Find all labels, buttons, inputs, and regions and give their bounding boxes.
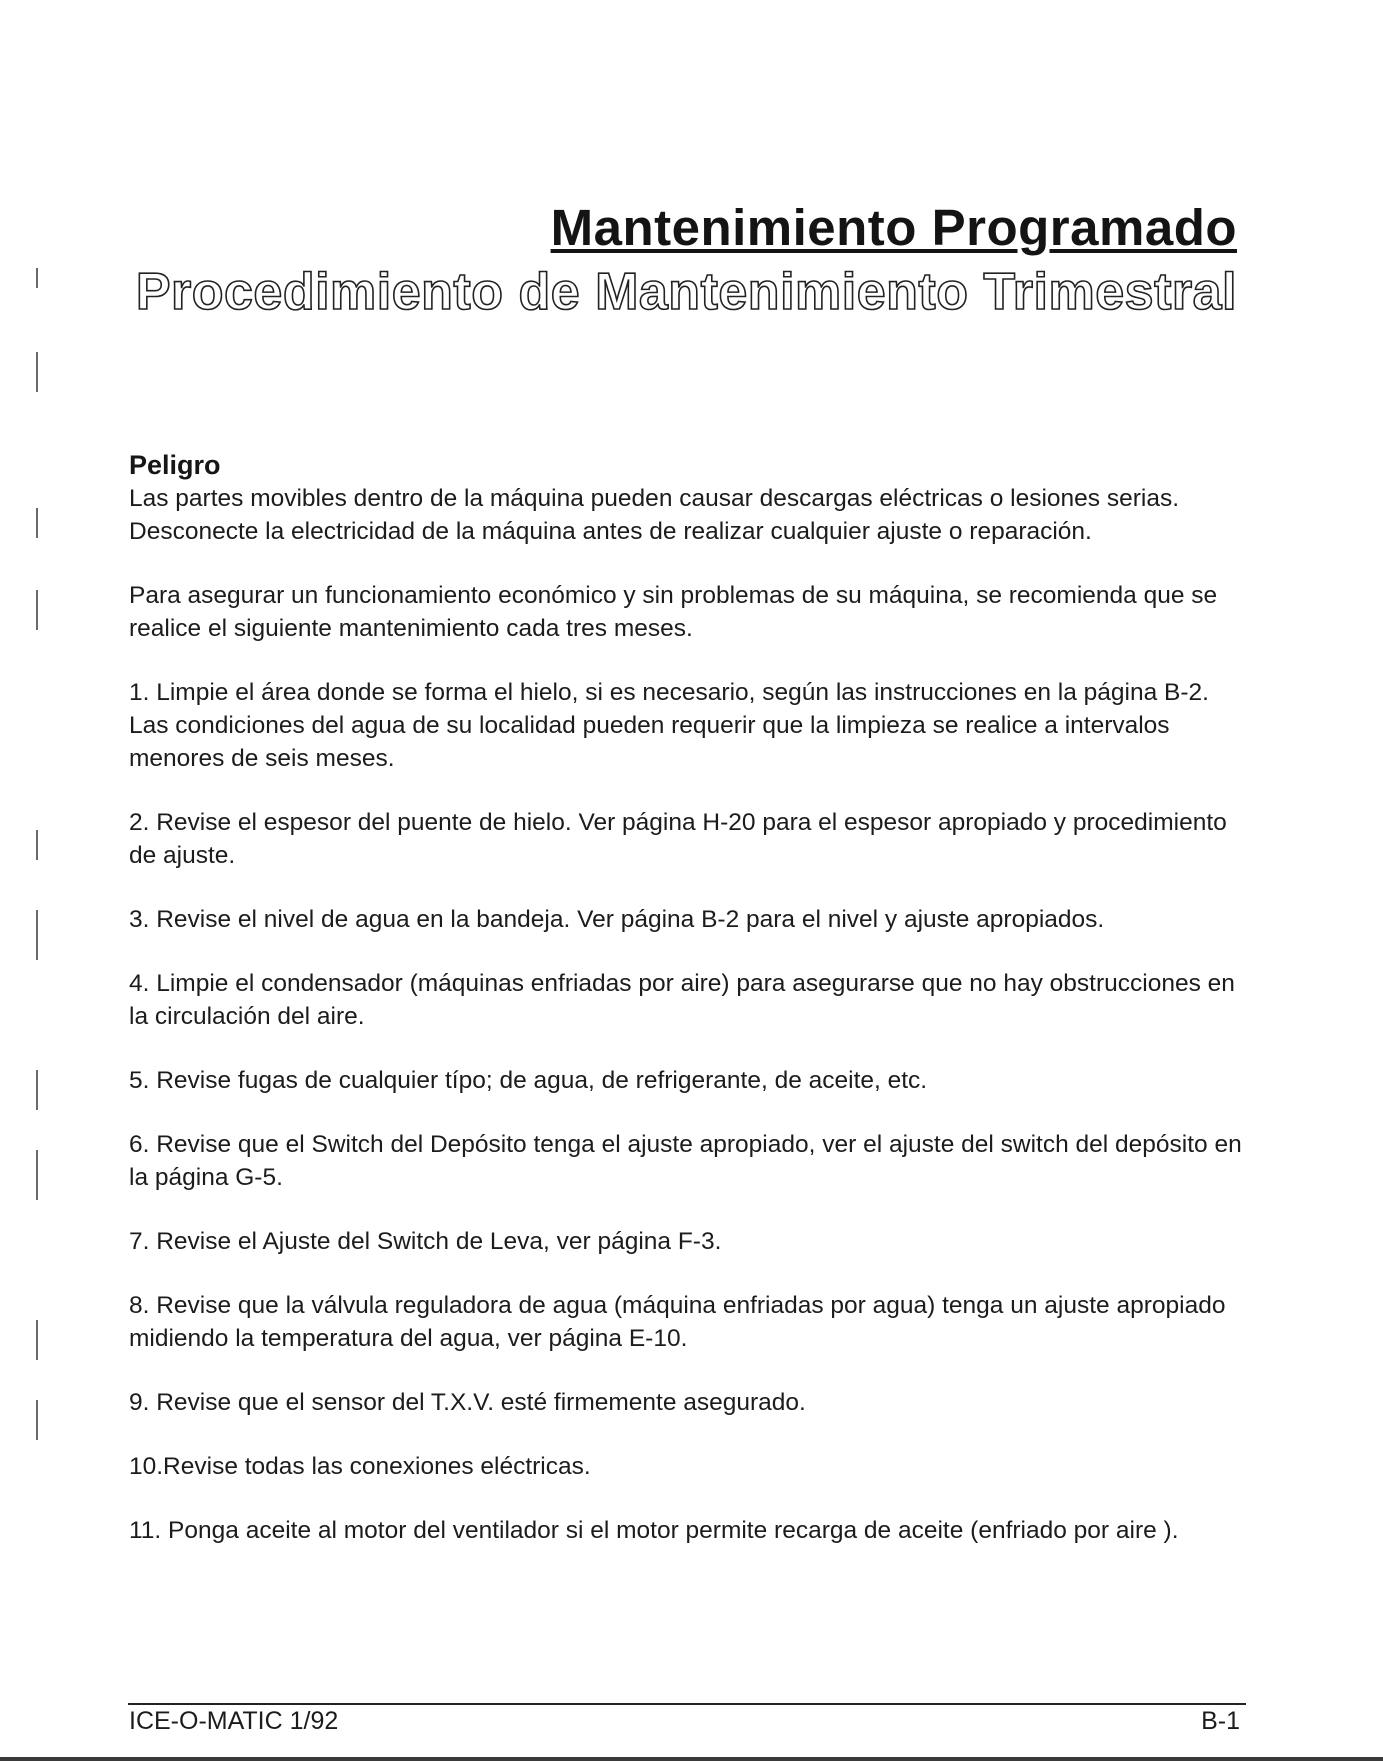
list-item: 8. Revise que la válvula reguladora de agua (máquina enfriadas por agua) tenga un ajuste apropiado midiendo la temperatura del agua, ver página E-10. xyxy=(129,1292,1226,1352)
list-item: 5. Revise fugas de cualquier típo; de agua, de refrigerante, de aceite, etc. xyxy=(129,1067,928,1094)
page-subtitle: Procedimiento de Mantenimiento Trimestral xyxy=(135,263,1237,321)
page-title: Mantenimiento Programado xyxy=(550,199,1237,256)
warning-heading: Peligro xyxy=(129,450,221,480)
footer-divider xyxy=(128,1703,1246,1705)
list-item: 9. Revise que el sensor del T.X.V. esté firmemente asegurado. xyxy=(129,1389,806,1416)
footer-brand-date: ICE-O-MATIC 1/92 xyxy=(129,1707,339,1735)
list-item: 3. Revise el nivel de agua en la bandeja. Ver página B-2 para el nivel y ajuste apropiados. xyxy=(129,906,1105,933)
scan-edge-marks xyxy=(36,0,48,1761)
list-item: 7. Revise el Ajuste del Switch de Leva, ver página F-3. xyxy=(129,1228,722,1255)
list-item: 10.Revise todas las conexiones eléctricas. xyxy=(129,1453,591,1480)
list-item: 1. Limpie el área donde se forma el hielo, si es necesario, según las instrucciones en la página B-2. Las condiciones del agua de su localidad pueden requerir que la limpieza se realice a intervalos menores de seis meses. xyxy=(129,679,1209,772)
list-item: 2. Revise el espesor del puente de hielo. Ver página H-20 para el espesor apropiado y procedimiento de ajuste. xyxy=(129,809,1227,869)
list-item: 4. Limpie el condensador (máquinas enfriadas por aire) para asegurarse que no hay obstrucciones en la circulación del aire. xyxy=(129,970,1235,1030)
warning-text: Las partes movibles dentro de la máquina pueden causar descargas eléctricas o lesiones serias. Desconecte la electricidad de la máquina antes de realizar cualquier ajuste o reparación. xyxy=(129,485,1180,545)
intro-paragraph: Para asegurar un funcionamiento económico y sin problemas de su máquina, se recomienda que se realice el siguiente mantenimiento cada tres meses. xyxy=(129,582,1218,642)
list-item: 11. Ponga aceite al motor del ventilador si el motor permite recarga de aceite (enfriado por aire ). xyxy=(129,1517,1179,1544)
footer-page-number: B-1 xyxy=(1201,1707,1240,1735)
document-body xyxy=(129,448,1244,1578)
list-item: 6. Revise que el Switch del Depósito tenga el ajuste apropiado, ver el ajuste del switch del depósito en la página G-5. xyxy=(129,1131,1242,1191)
scan-bottom-edge xyxy=(0,1757,1383,1761)
maintenance-list xyxy=(129,676,1244,1547)
